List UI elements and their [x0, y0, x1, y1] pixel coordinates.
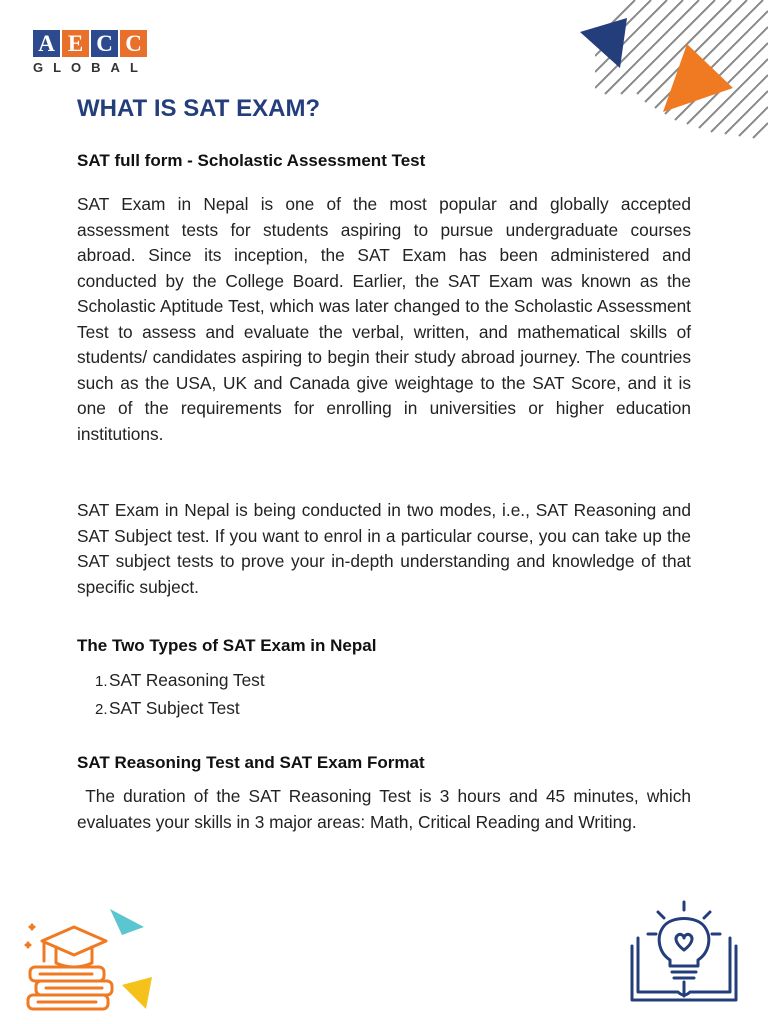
- top-right-decoration: [575, 0, 768, 140]
- format-paragraph: The duration of the SAT Reasoning Test is 3 hours and 45 minutes, which evaluates your skills in 3 major areas: Math, Critical Reading and Writing.: [77, 786, 696, 832]
- format-heading: SAT Reasoning Test and SAT Exam Format: [77, 753, 425, 772]
- logo-letter-c2: C: [120, 30, 147, 57]
- navy-triangle-icon: [580, 18, 627, 68]
- list-item: [77, 695, 265, 723]
- yellow-triangle-icon: [122, 977, 152, 1009]
- graduation-books-icon: [22, 905, 157, 1015]
- aecc-global-logo: [33, 30, 151, 74]
- logo-letter-c1: C: [91, 30, 118, 57]
- logo-letter-a: A: [33, 30, 60, 57]
- list-item-number: 2.: [95, 701, 108, 718]
- list-item: [77, 667, 265, 695]
- list-item-text: SAT Subject Test: [109, 698, 240, 718]
- types-list: [77, 667, 265, 723]
- modes-paragraph: SAT Exam in Nepal is being conducted in two modes, i.e., SAT Reasoning and SAT Subject test. If you want to enrol in a particular course, you can take up the SAT subject tests to prove your in-depth understanding and knowledge of that specific subject.: [77, 500, 691, 597]
- teal-triangle-icon: [110, 909, 144, 935]
- logo-letter-e: E: [62, 30, 89, 57]
- lightbulb-book-icon: [628, 900, 740, 1005]
- types-heading: The Two Types of SAT Exam in Nepal: [77, 636, 377, 655]
- orange-triangle-icon: [663, 44, 733, 112]
- full-form-heading: SAT full form - Scholastic Assessment Test: [77, 151, 426, 170]
- intro-paragraph: SAT Exam in Nepal is one of the most popular and globally accepted assessment tests for students aspiring to pursue undergraduate courses abroad. Since its inception, the SAT Exam has been administered and conducted by the College Board. Earlier, the SAT Exam was known as the Scholastic Aptitude Test, which was later changed to the Scholastic Assessment Test to assess and evaluate the verbal, written, and mathematical skills of students/ candidates aspiring to begin their study abroad journey. The countries such as the USA, UK and Canada give weightage to the SAT Score, and it is one of the requirements for enrolling in universities or higher education institutions.: [77, 194, 691, 444]
- logo-letters: [33, 30, 151, 57]
- page-title: WHAT IS SAT EXAM?: [77, 95, 321, 122]
- list-item-text: SAT Reasoning Test: [109, 670, 265, 690]
- list-item-number: 1.: [95, 673, 108, 690]
- logo-tagline: GLOBAL: [33, 60, 148, 75]
